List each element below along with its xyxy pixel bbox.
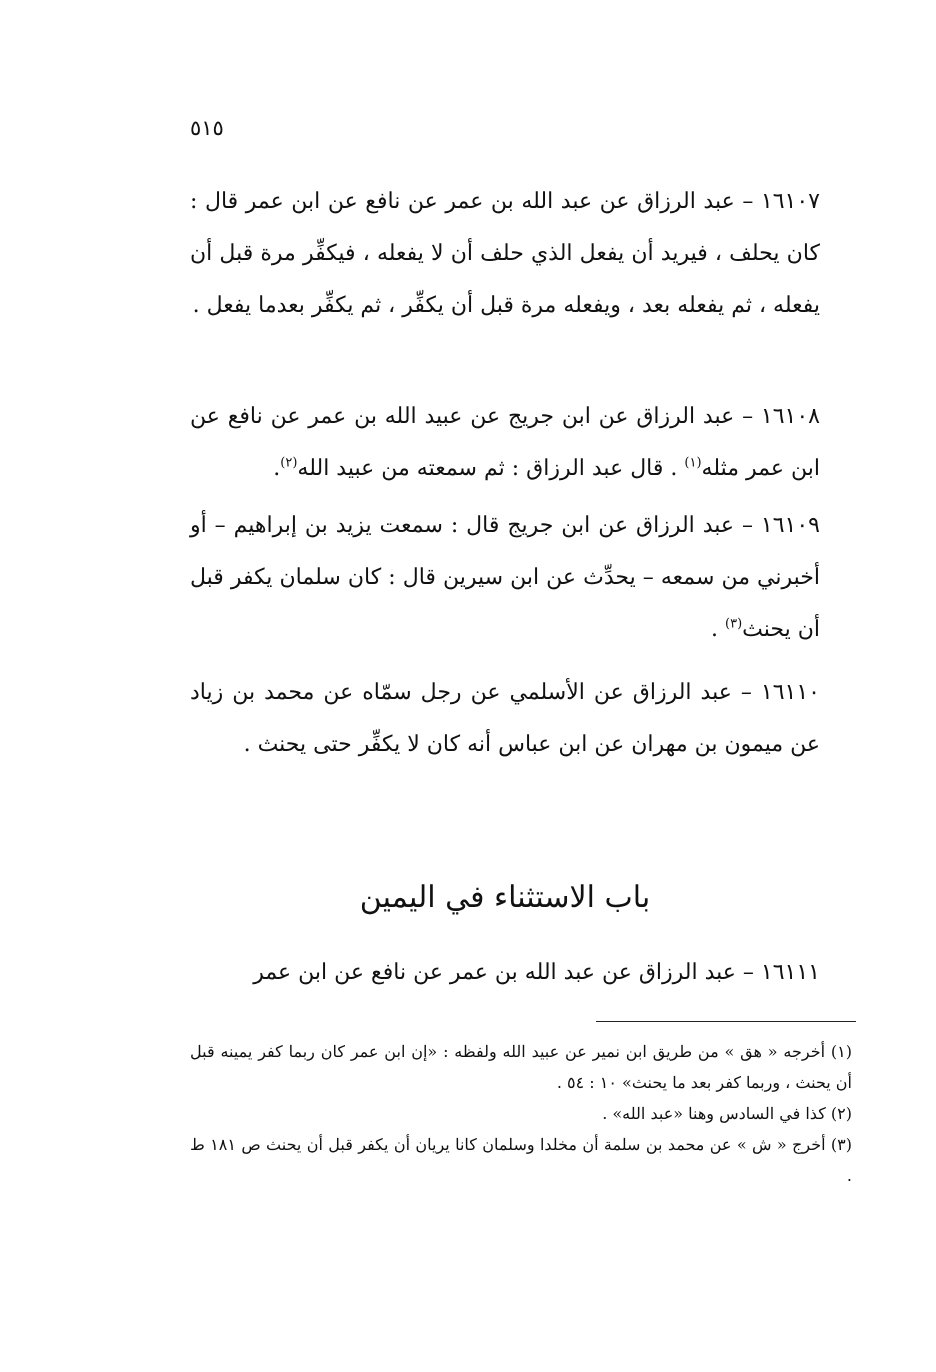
footnote-number: (٢)	[830, 1104, 852, 1123]
chapter-title: باب الاستثناء في اليمين	[359, 880, 651, 915]
hadith-16107	[190, 176, 820, 332]
separator: –	[735, 960, 761, 985]
page-number: ٥١٥	[190, 116, 224, 140]
hadith-text: عبد الرزاق عن الأسلمي عن رجل سمّاه عن محمد بن زياد عن ميمون بن مهران عن ابن عباس أنه كان لا يكفِّر حتى يحنث .	[190, 680, 820, 757]
footnote-text: أخرج « ش » عن محمد بن سلمة أن مخلدا وسلمان كانا يريان أن يكفر قبل أن يحنث ص ١٨١ ط .	[190, 1135, 852, 1185]
hadith-text: عبد الرزاق عن عبد الله بن عمر عن نافع عن ابن عمر قال : كان يحلف ، فيريد أن يفعل الذي حلف أن لا يفعله ، فيكفِّر مرة قبل أن يفعله ، ثم يفعله بعد ، ويفعله مرة قبل أن يكفِّر ، ثم يكفِّر بعدما يفعل .	[190, 189, 820, 318]
hadith-text: عبد الرزاق عن عبد الله بن عمر عن نافع عن ابن عمر	[253, 960, 736, 985]
hadith-16111	[190, 947, 820, 999]
footnote-number: (٣)	[830, 1135, 853, 1154]
footnote-text: أخرجه « هق » من طريق ابن نمير عن عبيد الله ولفظه : «إن ابن عمر كان ربما كفر يمينه قبل أن يحنث ، وربما كفر بعد ما يحنث» ١٠ : ٥٤ .	[190, 1042, 852, 1092]
hadith-number: ١٦١١١	[760, 960, 820, 985]
footnote-divider	[596, 1021, 856, 1022]
hadith-text: .	[273, 456, 281, 481]
hadith-number: ١٦١٠٩	[760, 513, 820, 538]
hadith-16110	[190, 667, 820, 771]
footnote-ref-2: (٢)	[280, 455, 298, 471]
separator: –	[731, 680, 761, 705]
hadith-number: ١٦١٠٧	[760, 189, 820, 214]
footnotes	[190, 1036, 852, 1191]
hadith-text: عبد الرزاق عن ابن جريج قال : سمعت يزيد بن إبراهيم – أو أخبرني من سمعه – يحدِّث عن ابن سيرين قال : كان سلمان يكفر قبل أن يحنث	[190, 513, 820, 642]
separator: –	[734, 404, 761, 429]
footnote-number: (١)	[830, 1042, 853, 1061]
hadith-number: ١٦١٠٨	[760, 404, 820, 429]
hadith-text: . قال عبد الرزاق : ثم سمعته من عبيد الله	[297, 456, 685, 481]
footnote-3	[190, 1129, 852, 1191]
footnote-2	[190, 1098, 852, 1129]
hadith-16109	[190, 500, 820, 656]
footnote-text: كذا في السادس وهنا «عبد الله» .	[602, 1104, 826, 1123]
footnote-1	[190, 1036, 852, 1098]
hadith-text: .	[711, 617, 726, 642]
footnote-ref-1: (١)	[684, 455, 702, 471]
separator: –	[734, 189, 761, 214]
hadith-number: ١٦١١٠	[760, 680, 820, 705]
separator: –	[734, 513, 761, 538]
hadith-16108	[190, 391, 820, 495]
hadith-text: عبد الرزاق عن ابن جريج عن عبيد الله بن عمر عن نافع عن ابن عمر مثله	[190, 404, 820, 481]
footnote-ref-3: (٣)	[725, 616, 743, 632]
